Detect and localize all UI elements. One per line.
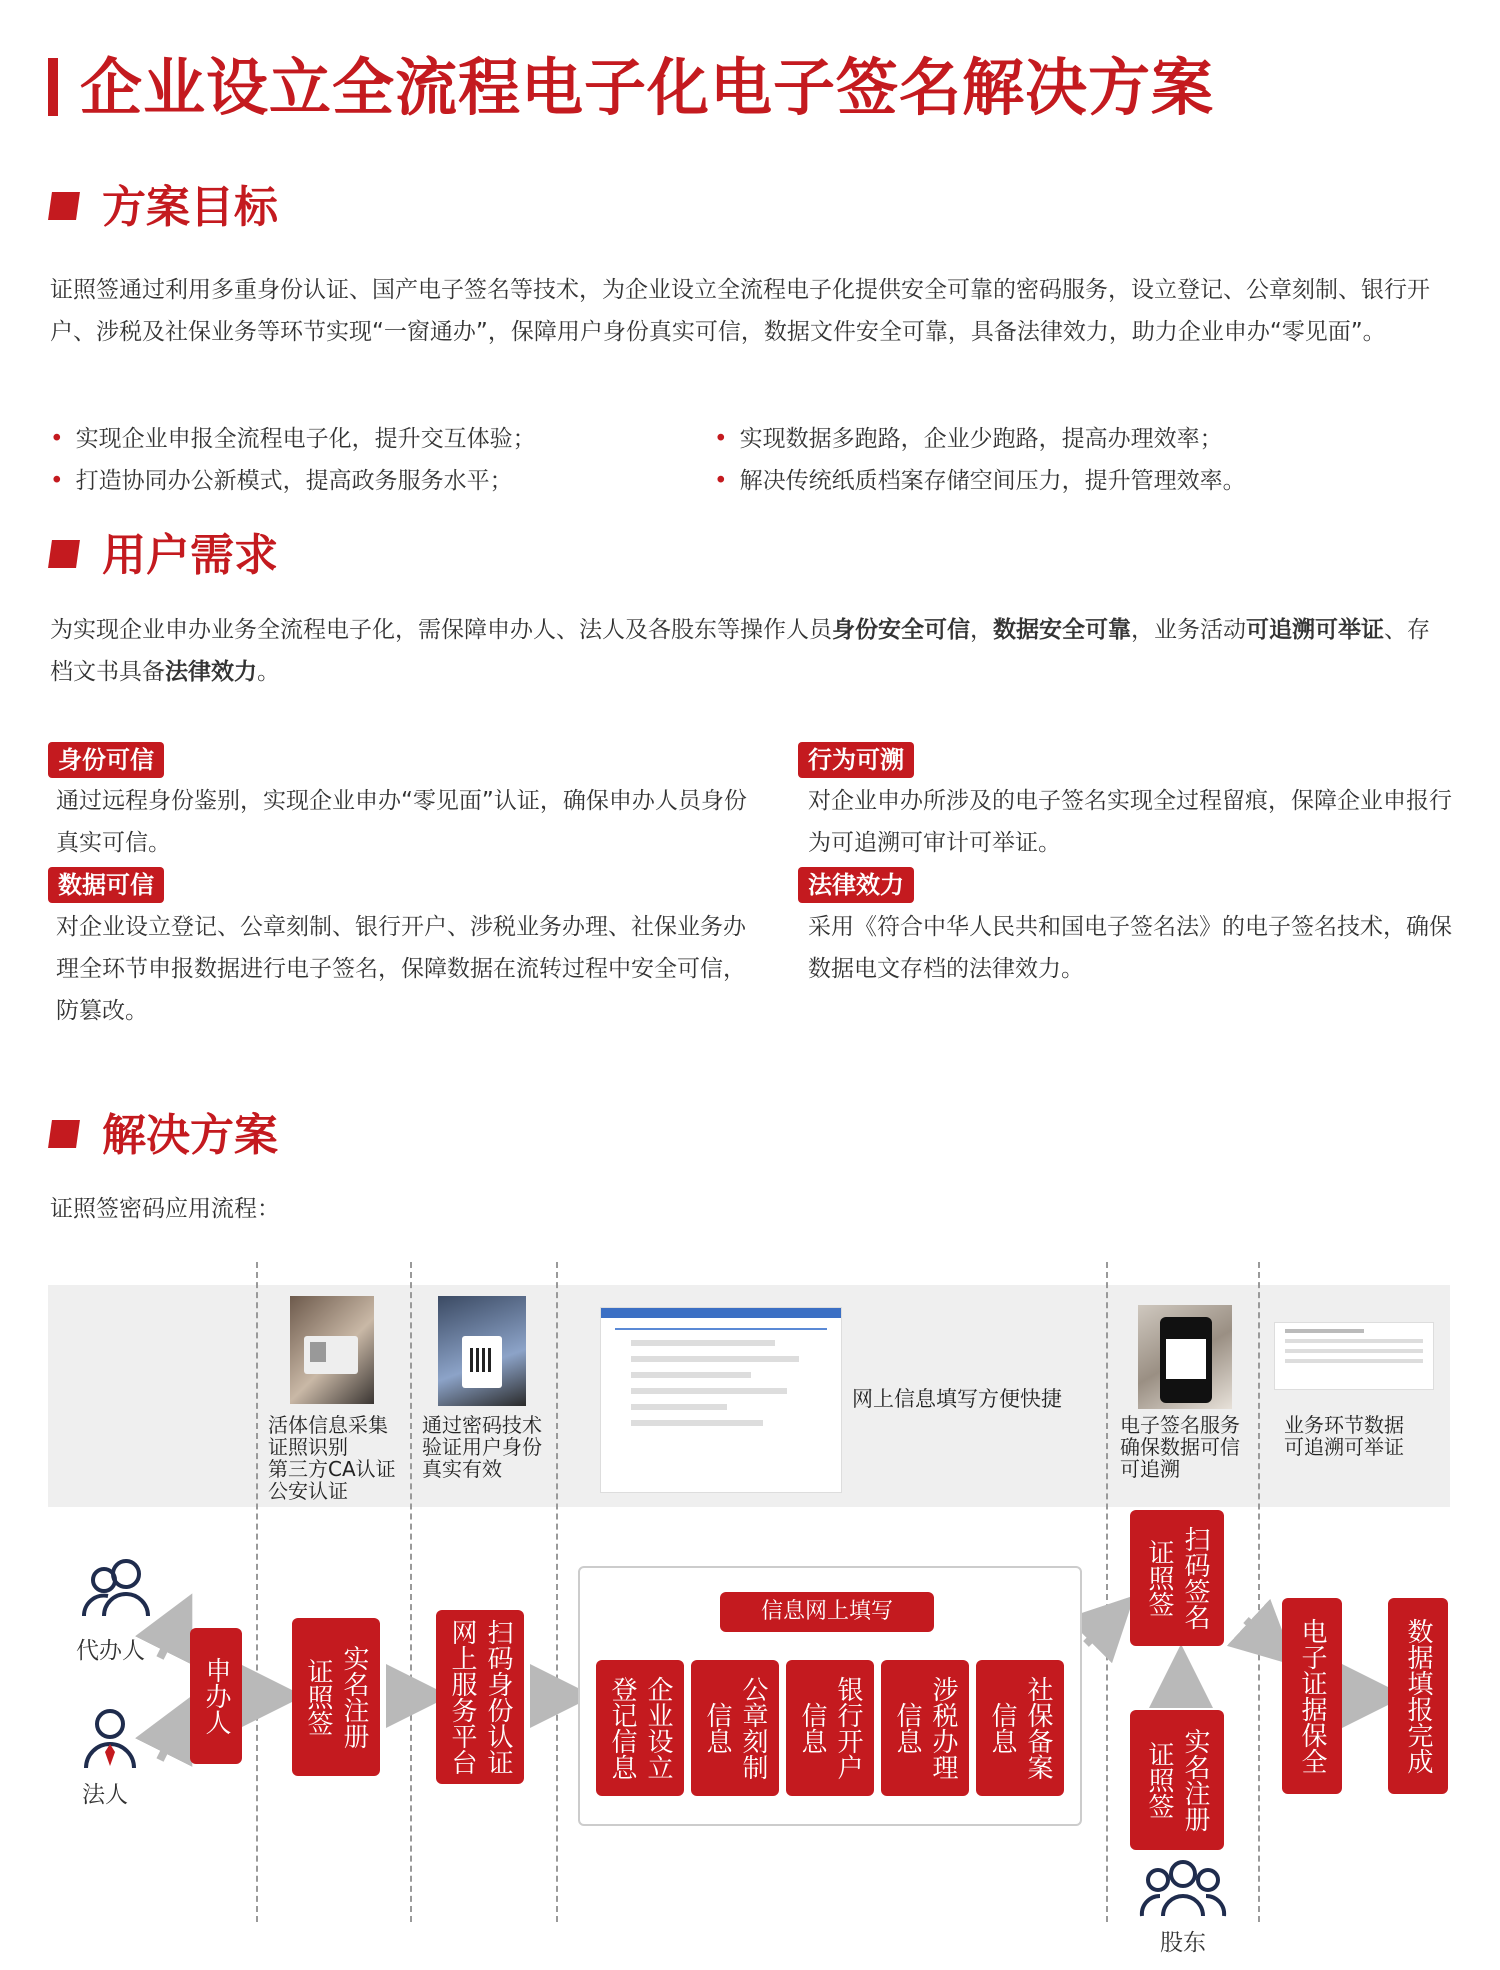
need-tag: 数据可信 bbox=[48, 867, 164, 903]
goals-paragraph: 证照签通过利用多重身份认证、国产电子签名等技术，为企业设立全流程电子化提供安全可靠的密码服务，设立登记、公章刻制、银行开户、涉税及社保业务等环节实现“一窗通办”，保障用户身份真实可信，数据文件安全可靠，具备法律效力，助力企业申办“零见面”。 bbox=[50, 277, 1430, 345]
applicant-box: 申办人 bbox=[190, 1628, 242, 1764]
caption-online-fill: 网上信息填写方便快捷 bbox=[852, 1387, 1062, 1411]
needs-paragraph: 为实现企业申办业务全流程电子化，需保障申办人、法人及各股东等操作人员身份安全可信，数据安全可靠，业务活动可追溯可举证、存档文书具备法律效力。 bbox=[50, 617, 1430, 685]
section-title-needs: 用户需求 bbox=[102, 530, 278, 581]
section-title-solution: 解决方案 bbox=[102, 1110, 278, 1161]
shareholder-group-icon bbox=[1138, 1858, 1228, 1918]
goal-bullet: • 实现数据多跑路，企业少跑路，提高办理效率； bbox=[714, 426, 1223, 452]
need-description: 通过远程身份鉴别，实现企业申办“零见面”认证，确保申办人员身份真实可信。 bbox=[56, 788, 747, 856]
caption-e-sign-service: 电子签名服务 确保数据可信 可追溯 bbox=[1120, 1413, 1240, 1481]
need-description: 采用《符合中华人民共和国电子签名法》的电子签名技术，确保数据电文存档的法律效力。 bbox=[808, 914, 1452, 982]
need-tag: 法律效力 bbox=[798, 867, 914, 903]
section-marker-icon bbox=[50, 1120, 88, 1160]
goal-bullet: • 实现企业申报全流程电子化，提升交互体验； bbox=[50, 426, 536, 452]
page-title: 企业设立全流程电子化电子签名解决方案 bbox=[80, 51, 1215, 124]
goal-bullet: • 打造协同办公新模式，提高政务服务水平； bbox=[50, 468, 513, 494]
id-card-photo bbox=[290, 1296, 374, 1404]
info-online-header: 信息网上填写 bbox=[720, 1592, 934, 1632]
web-form-screenshot bbox=[600, 1307, 842, 1493]
need-description: 对企业设立登记、公章刻制、银行开户、涉税业务办理、社保业务办理全环节申报数据进行电子签名，保障数据在流转过程中安全可信，防篡改。 bbox=[56, 914, 746, 1024]
data-complete-box: 数据填报完成 bbox=[1388, 1598, 1448, 1794]
column-divider bbox=[1106, 1262, 1108, 1922]
evidence-preserve-box: 电子证据保全 bbox=[1282, 1598, 1342, 1794]
caption-traceable: 业务环节数据 可追溯可举证 bbox=[1284, 1413, 1404, 1459]
legal-person-icon bbox=[78, 1706, 142, 1770]
caption-crypto-verify: 通过密码技术 验证用户身份 真实有效 bbox=[422, 1413, 542, 1481]
actor-shareholder-label: 股东 bbox=[1160, 1930, 1206, 1956]
need-description: 对企业申办所涉及的电子签名实现全过程留痕，保障企业申报行为可追溯可审计可举证。 bbox=[808, 788, 1452, 856]
need-tag: 行为可溯 bbox=[798, 742, 914, 778]
column-divider bbox=[410, 1262, 412, 1922]
caption-liveness: 活体信息采集 证照识别 第三方CA认证 公安认证 bbox=[268, 1413, 396, 1503]
agent-person-icon bbox=[74, 1556, 154, 1620]
business-record-screenshot bbox=[1274, 1322, 1434, 1390]
id-sign-register-box: 实名注册 证照签 bbox=[292, 1618, 380, 1776]
section-title-goals: 方案目标 bbox=[102, 182, 278, 233]
online-platform-box: 扫码身份认证 网上服务平台 bbox=[436, 1610, 524, 1784]
column-divider bbox=[1258, 1262, 1260, 1922]
info-item-box: 涉税办理 信息 bbox=[881, 1660, 969, 1796]
phone-verify-photo bbox=[438, 1296, 526, 1406]
goal-bullet: • 解决传统纸质档案存储空间压力，提升管理效率。 bbox=[714, 468, 1246, 494]
section-marker-icon bbox=[50, 540, 88, 580]
column-divider bbox=[256, 1262, 258, 1922]
scan-sign-box: 扫码签名 证照签 bbox=[1130, 1510, 1224, 1646]
actor-agent-label: 代办人 bbox=[76, 1638, 145, 1664]
column-divider bbox=[556, 1262, 558, 1922]
solution-subtitle: 证照签密码应用流程： bbox=[50, 1196, 280, 1222]
shareholder-register-box: 实名注册 证照签 bbox=[1130, 1710, 1224, 1850]
info-item-box: 企业设立 登记信息 bbox=[596, 1660, 684, 1796]
info-item-box: 社保备案 信息 bbox=[976, 1660, 1064, 1796]
phone-sign-photo bbox=[1138, 1305, 1232, 1409]
title-accent-bar bbox=[48, 58, 58, 116]
info-item-box: 公章刻制 信息 bbox=[691, 1660, 779, 1796]
actor-legal-label: 法人 bbox=[82, 1782, 128, 1808]
need-tag: 身份可信 bbox=[48, 742, 164, 778]
section-marker-icon bbox=[50, 192, 88, 232]
info-item-box: 银行开户 信息 bbox=[786, 1660, 874, 1796]
